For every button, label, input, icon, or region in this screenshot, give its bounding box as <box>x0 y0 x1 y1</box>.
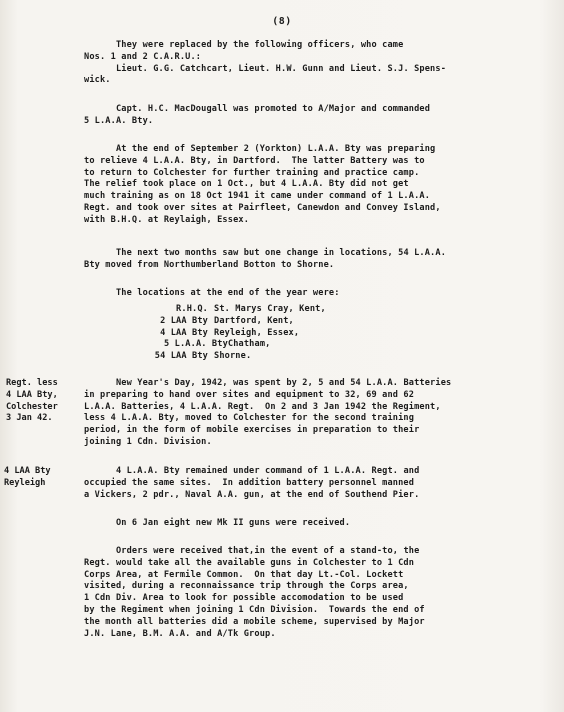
location-unit: R.H.Q. <box>176 304 208 314</box>
location-place <box>270 339 276 351</box>
margin-note-reyleigh: 4 LAA Bty Reyleigh <box>4 466 51 488</box>
location-row <box>150 304 326 316</box>
paragraph-stand-to-orders: Orders were received that,in the event of a stand-to, the Regt. would take all the available guns in Colchester to 1 Cdn Corps Area, at Fermile Common. On that day Lt.-Col. Lockett visited, during a reconnaissance trip through the Corps area, 1 Cdn Div. Area to look for possible accomodation to be used by the Regiment when joining 1 Cdn Division. Towards the end of the month all batteries did a mobile scheme, supervised by Major J.N. Lane, B.M. A.A. and A/Tk Group. <box>84 546 425 639</box>
location-row <box>150 316 326 328</box>
paragraph-new-guns: On 6 Jan eight new Mk II guns were received. <box>84 518 351 528</box>
paragraph-promotion: Capt. H.C. MacDougall was promoted to A/Major and commanded 5 L.A.A. Bty. <box>84 104 431 126</box>
location-place: Reyleigh, Essex, <box>214 327 300 338</box>
margin-note-colchester: Regt. less 4 LAA Bty, Colchester 3 Jan 42. <box>6 378 58 424</box>
location-unit: 2 LAA Bty <box>160 315 208 326</box>
paragraph-new-years-day: New Year's Day, 1942, was spent by 2, 5 and 54 L.A.A. Batteries in preparing to hand over sites and equipment to 32, 69 and 62 L.A.A. Batteries, 4 L.A.A. Regt. On 2 and 3 Jan 1942 the Regiment, less 4 L.A.A. Bty, moved to Colchester for the second training period, in the form of mobile exercises in preparation to their joining 1 Cdn. Division. <box>84 378 452 447</box>
location-place: Dartford, Kent, <box>214 315 294 326</box>
location-row <box>150 351 326 363</box>
paragraph-replacement-officers: They were replaced by the following officers, who came Nos. 1 and 2 C.A.R.U.: Lieut. G.G. Catchcart, Lieut. H.W. Gunn and Lieut. S.J. Spens- wick. <box>84 40 447 86</box>
location-unit: 4 LAA Bty <box>160 327 208 338</box>
location-row <box>150 339 326 351</box>
location-row <box>150 328 326 340</box>
location-place: St. Marys Cray, Kent, <box>214 304 326 314</box>
location-place: Shorne. <box>214 351 252 362</box>
page-number: (8) <box>272 16 292 27</box>
paragraph-september-relief: At the end of September 2 (Yorkton) L.A.A. Bty was preparing to relieve 4 L.A.A. Bty, in Dartford. The latter Battery was to to return to Colchester for further training and practice camp. The relief took place on 1 Oct., but 4 L.A.A. Bty did not get much training as on 18 Oct 1941 it came under command of 1 L.A.A. Regt. and took over sites at Pairfleet, Canewdon and Convey Island, with B.H.Q. at Reylaigh, Essex. <box>84 144 441 225</box>
paragraph-locations-intro: The locations at the end of the year were: <box>84 288 340 298</box>
paragraph-4-laa-bty: 4 L.A.A. Bty remained under command of 1 L.A.A. Regt. and occupied the same sites. In addition battery personnel manned a Vickers, 2 pdr., Naval A.A. gun, at the end of Southend Pier. <box>84 466 420 500</box>
location-unit: 54 LAA Bty <box>154 351 208 362</box>
locations-list <box>150 304 326 363</box>
paragraph-location-change: The next two months saw but one change in locations, 54 L.A.A. Bty moved from Northumberland Botton to Shorne. <box>84 248 447 270</box>
location-unit: 5 L.A.A. BtyChatham, <box>164 339 271 350</box>
